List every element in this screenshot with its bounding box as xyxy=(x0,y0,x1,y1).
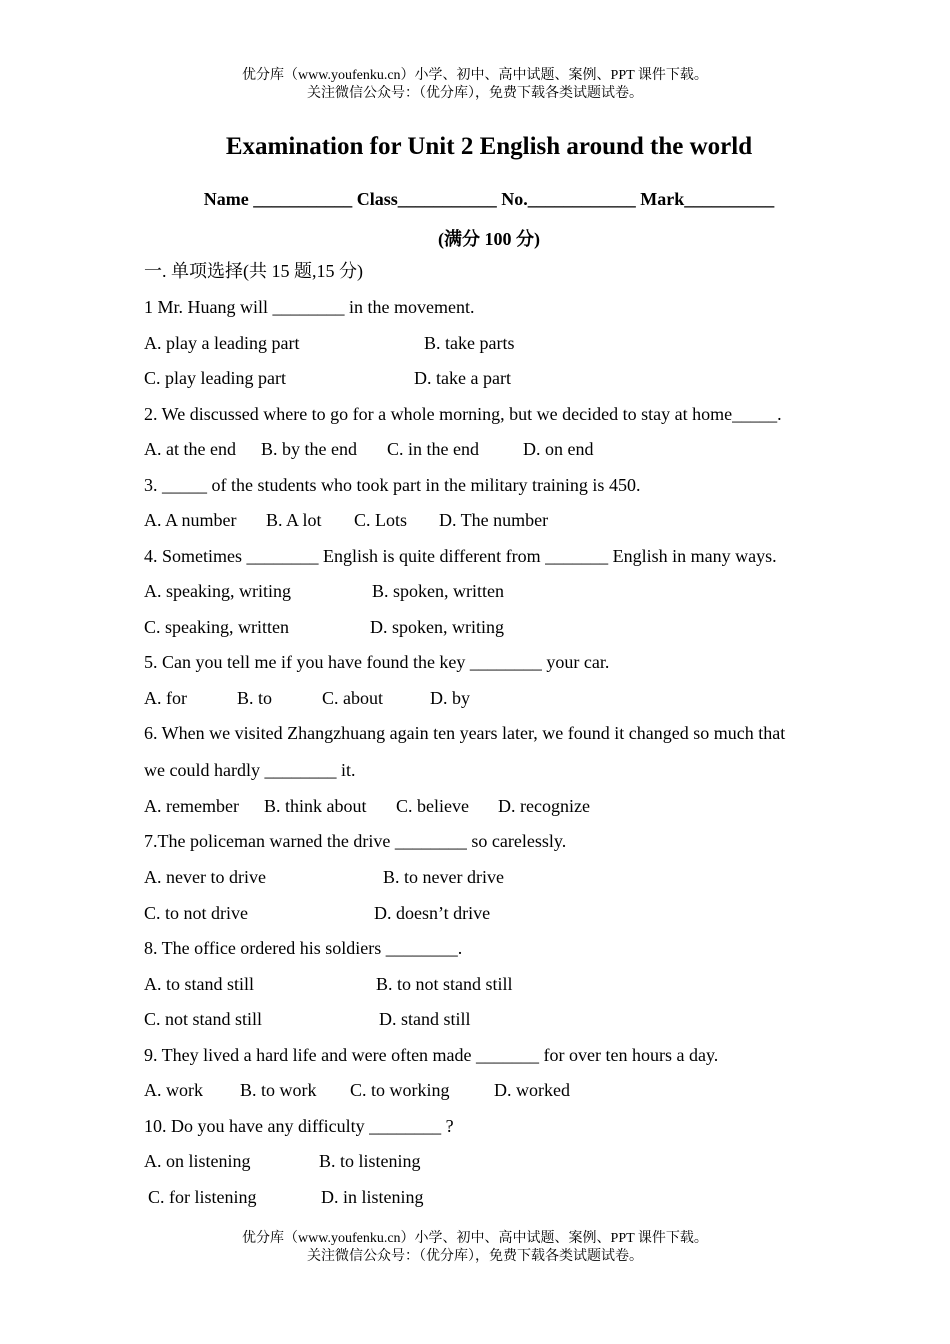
option-b: B. think about xyxy=(264,796,367,816)
score-note: (满分 100 分) xyxy=(438,229,540,249)
question-stem-continued: we could hardly ________ it. xyxy=(144,760,356,780)
footer-line-2: 关注微信公众号：（优分库），免费下载各类试题试卷。 xyxy=(307,1249,643,1264)
question-stem: 2. We discussed where to go for a whole morning, but we decided to stay at home_____. xyxy=(144,404,782,424)
option-d: D. on end xyxy=(523,439,594,459)
option-c: C. in the end xyxy=(387,439,479,459)
option-a: A. play a leading part xyxy=(144,333,300,353)
option-c: C. not stand still xyxy=(144,1009,263,1029)
page-footer xyxy=(0,1230,950,1266)
option-b: B. take parts xyxy=(424,333,515,353)
option-d: D. take a part xyxy=(414,368,511,388)
exam-title: Examination for Unit 2 English around the world xyxy=(225,133,753,160)
option-c: C. play leading part xyxy=(144,368,286,388)
option-d: D. doesn’t drive xyxy=(374,903,491,923)
option-a: A. never to drive xyxy=(144,867,266,887)
option-c: C. Lots xyxy=(354,510,408,530)
option-b: B. to not stand still xyxy=(376,974,513,994)
option-a: A. A number xyxy=(144,510,237,530)
question-stem: 1 Mr. Huang will ________ in the movement. xyxy=(144,297,475,317)
question-stem: 4. Sometimes ________ English is quite different from _______ English in many ways. xyxy=(144,546,777,566)
section-heading: 一. 单项选择(共 15 题,15 分) xyxy=(144,261,363,281)
header-line-2: 关注微信公众号：（优分库），免费下载各类试题试卷。 xyxy=(307,86,643,101)
option-b: B. to never drive xyxy=(383,867,504,887)
option-a: A. speaking, writing xyxy=(144,581,291,601)
option-d: D. worked xyxy=(494,1080,570,1100)
option-b: B. to work xyxy=(240,1080,317,1100)
option-b: B. to listening xyxy=(319,1151,421,1171)
option-c: C. to not drive xyxy=(144,903,248,923)
option-a: A. at the end xyxy=(144,439,236,459)
option-d: D. in listening xyxy=(321,1187,424,1207)
option-d: D. stand still xyxy=(379,1009,471,1029)
question-stem: 6. When we visited Zhangzhuang again ten years later, we found it changed so much that xyxy=(144,723,786,743)
option-a: A. on listening xyxy=(144,1151,251,1171)
option-c: C. about xyxy=(322,688,383,708)
student-info-line: Name ___________ Class___________ No.____________ Mark__________ xyxy=(203,189,775,209)
option-c: C. for listening xyxy=(148,1187,257,1207)
header-line-1: 优分库（www.youfenku.cn）小学、初中、高中试题、案例、PPT 课件下载。 xyxy=(242,68,708,83)
option-b: B. A lot xyxy=(266,510,322,530)
option-d: D. spoken, writing xyxy=(370,617,504,637)
option-c: C. to working xyxy=(350,1080,450,1100)
question-stem: 3. _____ of the students who took part in the military training is 450. xyxy=(144,475,641,495)
question-stem: 7.The policeman warned the drive ________ so carelessly. xyxy=(144,831,567,851)
option-a: A. remember xyxy=(144,796,239,816)
page-header xyxy=(0,67,950,103)
option-b: B. to xyxy=(237,688,273,708)
question-stem: 8. The office ordered his soldiers ________. xyxy=(144,938,463,958)
option-a: A. work xyxy=(144,1080,203,1100)
question-stem: 10. Do you have any difficulty ________ ? xyxy=(144,1116,454,1136)
option-d: D. recognize xyxy=(498,796,590,816)
option-c: C. believe xyxy=(396,796,469,816)
option-c: C. speaking, written xyxy=(144,617,289,637)
option-b: B. by the end xyxy=(261,439,357,459)
option-d: D. by xyxy=(430,688,470,708)
footer-line-1: 优分库（www.youfenku.cn）小学、初中、高中试题、案例、PPT 课件下载。 xyxy=(242,1231,708,1246)
option-b: B. spoken, written xyxy=(372,581,504,601)
question-stem: 5. Can you tell me if you have found the key ________ your car. xyxy=(144,652,610,672)
option-a: A. for xyxy=(144,688,187,708)
option-a: A. to stand still xyxy=(144,974,255,994)
option-d: D. The number xyxy=(439,510,549,530)
question-stem: 9. They lived a hard life and were often made _______ for over ten hours a day. xyxy=(144,1045,719,1065)
